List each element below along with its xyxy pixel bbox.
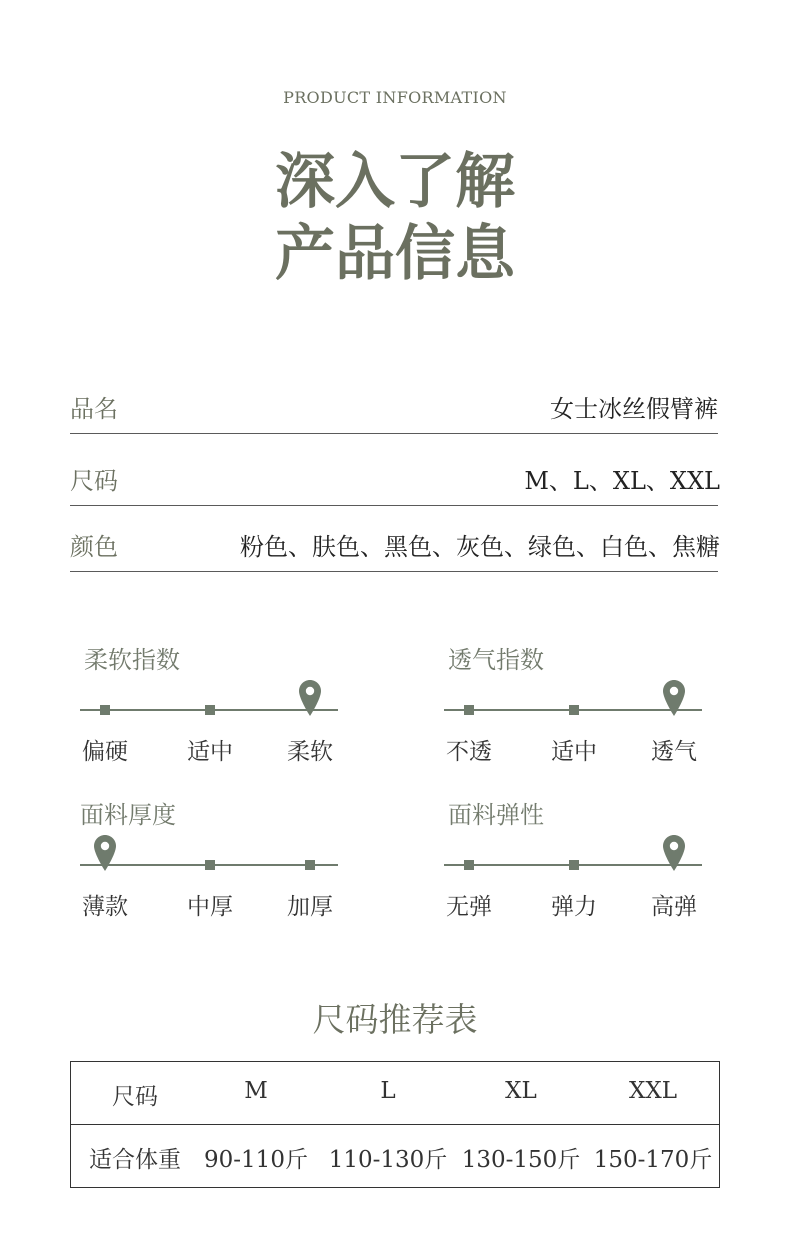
info-label-name: 品名 bbox=[70, 395, 118, 423]
info-value-name: 女士冰丝假臂裤 bbox=[550, 395, 718, 423]
table-cell: 110-130斤 bbox=[328, 1147, 448, 1173]
square-dot-icon bbox=[205, 705, 215, 715]
index-level-label: 弹力 bbox=[551, 894, 597, 920]
index-level-label: 加厚 bbox=[287, 894, 333, 920]
square-dot-icon bbox=[464, 705, 474, 715]
info-divider bbox=[70, 571, 718, 572]
table-header-cell: L bbox=[380, 1078, 396, 1104]
table-header-cell: XXL bbox=[628, 1078, 678, 1104]
index-title: 柔软指数 bbox=[84, 646, 180, 674]
index-title: 面料弹性 bbox=[448, 801, 544, 829]
index-level-label: 不透 bbox=[446, 739, 492, 765]
table-divider bbox=[71, 1124, 719, 1125]
index-title: 面料厚度 bbox=[80, 801, 176, 829]
info-label-size: 尺码 bbox=[70, 467, 118, 495]
index-level-label: 偏硬 bbox=[82, 739, 128, 765]
index-level-label: 薄款 bbox=[82, 894, 128, 920]
table-header-cell: M bbox=[244, 1078, 268, 1104]
location-pin-icon bbox=[662, 679, 686, 717]
size-table-title: 尺码推荐表 bbox=[312, 1000, 478, 1039]
square-dot-icon bbox=[100, 705, 110, 715]
table-cell: 90-110斤 bbox=[204, 1147, 308, 1173]
table-header-cell: XL bbox=[505, 1078, 537, 1104]
table-cell: 适合体重 bbox=[89, 1147, 181, 1173]
index-level-label: 适中 bbox=[187, 739, 233, 765]
section-title-line-2: 产品信息 bbox=[275, 219, 515, 289]
table-cell: 150-170斤 bbox=[593, 1147, 713, 1173]
info-value-size: M、L、XL、XXL bbox=[524, 467, 720, 495]
index-level-label: 高弹 bbox=[651, 894, 697, 920]
index-level-label: 透气 bbox=[651, 739, 697, 765]
index-level-label: 中厚 bbox=[187, 894, 233, 920]
square-dot-icon bbox=[569, 705, 579, 715]
square-dot-icon bbox=[205, 860, 215, 870]
location-pin-icon bbox=[662, 834, 686, 872]
index-level-label: 柔软 bbox=[287, 739, 333, 765]
section-title-line-1: 深入了解 bbox=[275, 147, 515, 217]
location-pin-icon bbox=[93, 834, 117, 872]
section-subtitle: PRODUCT INFORMATION bbox=[283, 88, 507, 107]
index-level-label: 适中 bbox=[551, 739, 597, 765]
index-title: 透气指数 bbox=[448, 646, 544, 674]
square-dot-icon bbox=[569, 860, 579, 870]
info-divider bbox=[70, 433, 718, 434]
square-dot-icon bbox=[305, 860, 315, 870]
table-cell: 130-150斤 bbox=[461, 1147, 581, 1173]
size-table bbox=[70, 1061, 720, 1188]
index-level-label: 无弹 bbox=[446, 894, 492, 920]
table-header-cell: 尺码 bbox=[112, 1084, 158, 1110]
location-pin-icon bbox=[298, 679, 322, 717]
info-value-color: 粉色、肤色、黑色、灰色、绿色、白色、焦糖 bbox=[240, 533, 720, 561]
square-dot-icon bbox=[464, 860, 474, 870]
info-label-color: 颜色 bbox=[70, 533, 118, 561]
info-divider bbox=[70, 505, 718, 506]
